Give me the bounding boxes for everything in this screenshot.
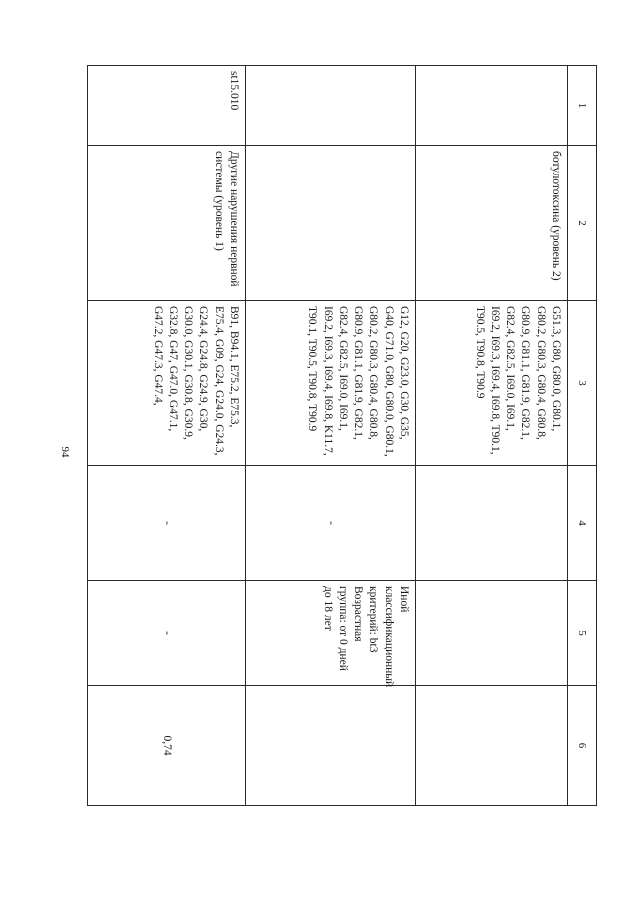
tariff-table <box>87 65 597 806</box>
page-number: 94 <box>59 446 71 458</box>
cell-coefficient <box>416 686 568 806</box>
cell-name <box>246 146 416 301</box>
cell-criteria: Иной классификационный критерий: bt3 Возрастная группа: от 0 дней до 18 лет <box>246 581 416 686</box>
cell-diagnosis-codes: B91, B94.1, E75.2, E75.3, E75.4, G09, G24, G24.0, G24.3, G24.4, G24.8, G24.9, G30, G30.0, G30.1, G30.8, G30.9, G32.8, G47, G47.0, G47.1, G47.2, G47.3, G47.4, <box>88 301 246 466</box>
column-number-1: 1 <box>568 66 597 146</box>
cell-service-codes: - <box>88 466 246 581</box>
cell-code <box>416 66 568 146</box>
cell-service-codes: - <box>246 466 416 581</box>
cell-coefficient: 0,74 <box>88 686 246 806</box>
cell-diagnosis-codes: G12, G20, G23.0, G30, G35, G40, G71.0, G80, G80.0, G80.1, G80.2, G80.3, G80.4, G80.8, G80.9, G81.1, G81.9, G82.1, G82.4, G82.5, I69.0, I69.1, I69.2, I69.3, I69.4, I69.8, K11.7, T90.1, T90.5, T90.8, T90.9 <box>246 301 416 466</box>
cell-code: st15.010 <box>88 66 246 146</box>
cell-diagnosis-codes: G51.3, G80, G80.0, G80.1, G80.2, G80.3, G80.4, G80.8, G80.9, G81.1, G81.9, G82.1, G82.4, G82.5, I69.0, I69.1, I69.2, I69.3, I69.4, I69.8, T90.1, T90.5, T90.8, T90.9 <box>416 301 568 466</box>
column-number-2: 2 <box>568 146 597 301</box>
column-number-6: 6 <box>568 686 597 806</box>
table-row <box>246 66 416 806</box>
rotated-table-container <box>87 65 597 805</box>
cell-code <box>246 66 416 146</box>
cell-service-codes <box>416 466 568 581</box>
cell-name: ботулотоксина (уровень 2) <box>416 146 568 301</box>
column-number-4: 4 <box>568 466 597 581</box>
cell-criteria <box>416 581 568 686</box>
column-number-5: 5 <box>568 581 597 686</box>
column-number-row <box>568 66 597 806</box>
cell-criteria: - <box>88 581 246 686</box>
table-row <box>416 66 568 806</box>
column-number-3: 3 <box>568 301 597 466</box>
cell-coefficient <box>246 686 416 806</box>
table-row <box>88 66 246 806</box>
cell-name: Другие нарушения нервной системы (уровень 1) <box>88 146 246 301</box>
